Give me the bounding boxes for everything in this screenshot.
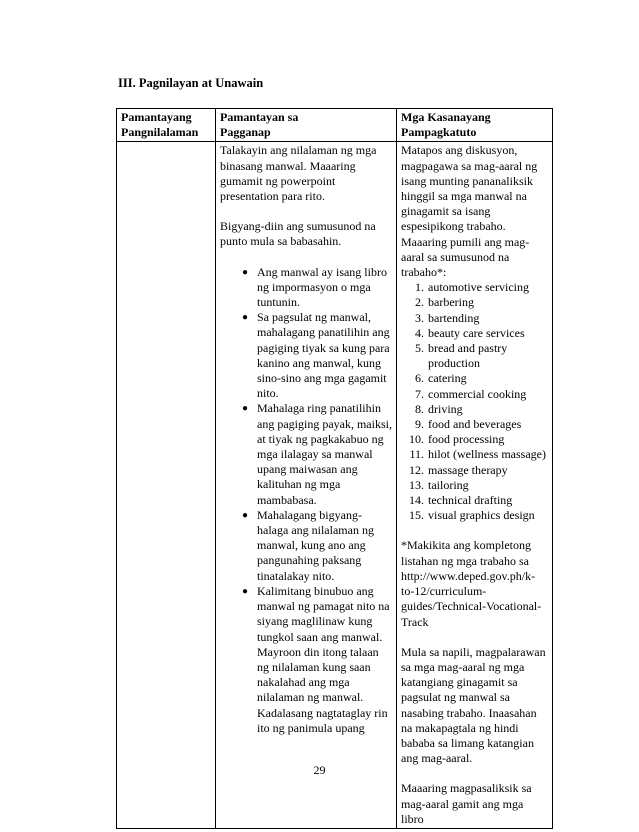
bullet-icon: ● <box>242 403 249 415</box>
curriculum-table <box>116 108 553 829</box>
list-item: ● Mahalaga ring panatilihin ang pagiging payak, maiksi, at tiyak ng pagkakabuo ng mga ilalagay sa manwal upang maiwasan ang kalituhan ng mga mambabasa. <box>242 401 392 507</box>
list-item: 12. massage therapy <box>409 462 508 477</box>
performance-standards-cell <box>216 142 397 829</box>
table-header-row <box>117 109 553 142</box>
bullet-icon: ● <box>242 585 249 597</box>
key-points-list <box>220 265 392 736</box>
list-item: 5. bread and pastry production <box>415 341 508 371</box>
list-item: ● Mahalagang bigyang-halaga ang nilalaman ng manwal, kung ano ang pangunahing paksang tinatalakay nito. <box>242 507 374 583</box>
list-item: 14. technical drafting <box>409 493 513 508</box>
reference-note: *Makikita ang kompletong listahan ng mga trabaho sa http://www.deped.gov.ph/k-to-12/curriculum-guides/Technical-Vocational-Track <box>401 538 542 629</box>
activity-intro: Matapos ang diskusyon, magpagawa sa mag-aaral ng isang munting pananaliksik hinggil sa mga manwal na ginagamit sa isang espesipikong trabaho. Maaaring pumili ang mag-aaral sa sumusunod na trabaho*: <box>401 143 538 280</box>
discussion-intro: Talakayin ang nilalaman ng mga binasang manwal. Maaaring gumamit ng powerpoint presentation para rito. <box>220 143 377 204</box>
content-standards-cell <box>117 142 216 829</box>
activity-instruction: Mula sa napili, magpalarawan sa mga mag-aaral ng mga katangiang ginagamit sa pagsulat ng manwal sa nasabing trabaho. Inaasahan na makapagtala ng hindi bababa sa limang katangian ang mag-aaral. <box>401 644 546 766</box>
table-row <box>117 142 553 829</box>
list-item: 11. hilot (wellness massage) <box>409 447 546 462</box>
list-item: 13. tailoring <box>409 477 469 492</box>
list-item: ● Ang manwal ay isang libro ng impormasyon o mga tuntunin. <box>242 264 387 310</box>
trades-list <box>401 280 548 523</box>
list-item: 8. driving <box>415 401 463 416</box>
section-title: III. Pagnilayan at Unawain <box>118 76 264 90</box>
header-learning-competencies: Mga Kasanayang Pampagkatuto <box>397 109 553 142</box>
closing-text: Maaaring magpasaliksik sa mag-aaral gamit ang mga libro <box>401 781 532 826</box>
list-item: 9. food and beverages <box>415 417 522 432</box>
list-item: 4. beauty care services <box>415 325 525 340</box>
bullet-icon: ● <box>242 312 249 324</box>
list-item: 2. barbering <box>415 295 474 310</box>
learning-competencies-cell <box>397 142 553 829</box>
list-item: 6. catering <box>415 371 467 386</box>
bullet-icon: ● <box>242 266 249 278</box>
list-item: 10. food processing <box>409 432 505 447</box>
emphasis-text: Bigyang-diin ang sumusunod na punto mula sa babasahin. <box>220 219 376 249</box>
list-item: 1. automotive servicing <box>415 280 529 295</box>
bullet-icon: ● <box>242 509 249 521</box>
header-performance-standards: Pamantayan sa Pagganap <box>216 109 397 142</box>
list-item: ● Sa pagsulat ng manwal, mahalagang panatilihin ang pagiging tiyak sa kung para kanino ang manwal, kung sino-sino ang mga gagamit nito. <box>242 310 390 401</box>
page-number: 29 <box>313 763 326 777</box>
list-item: 7. commercial cooking <box>415 386 527 401</box>
header-content-standards: Pamantayang Pangnilalaman <box>117 109 216 142</box>
list-item: 15. visual graphics design <box>409 508 535 523</box>
list-item: ● Kalimitang binubuo ang manwal ng pamagat nito na siyang maglilinaw kung tungkol saan ang manwal. Mayroon din itong talaan ng nilalaman kung saan nakalahad ang mga nilalaman ng manwal. Kadalasang nagtataglay rin ito ng panimula upang <box>242 583 390 735</box>
list-item: 3. bartending <box>415 310 480 325</box>
